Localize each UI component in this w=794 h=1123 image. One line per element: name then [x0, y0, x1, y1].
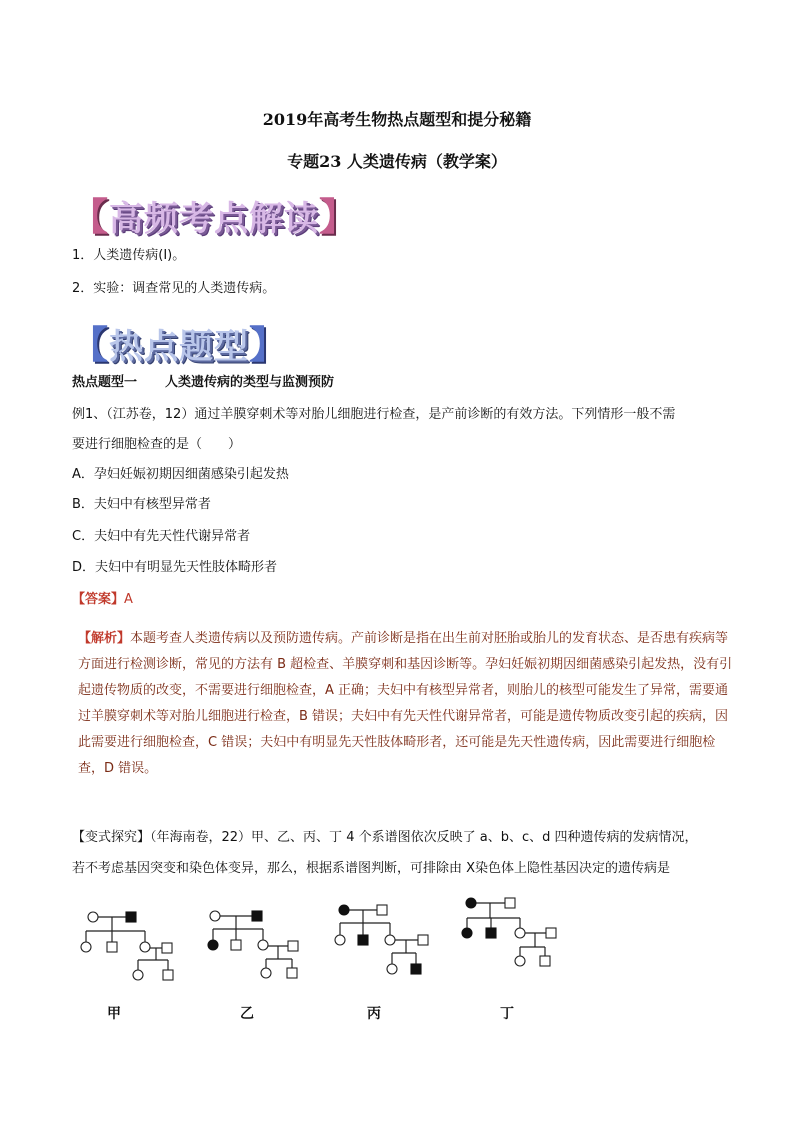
banner-text: 高频考点解读: [109, 199, 320, 239]
pedigree-label-jia: 甲: [107, 1006, 121, 1022]
pedigree-male-affected: [126, 912, 136, 922]
pedigree-female-normal: [88, 912, 98, 922]
pedigree-male-normal: [231, 940, 241, 950]
pedigree-male-normal: [287, 968, 297, 978]
pedigree-yi: [208, 911, 298, 978]
point-1: 1．人类遗传病(Ⅰ)。: [72, 248, 186, 263]
answer-value: A: [124, 592, 133, 607]
pedigree-female-normal: [515, 956, 525, 966]
pedigree-male-normal: [546, 928, 556, 938]
option-d: D．夫妇中有明显先天性肢体畸形者: [72, 560, 278, 575]
pedigree-male-normal: [377, 905, 387, 915]
pedigree-female-affected: [466, 898, 476, 908]
pedigree-female-normal: [515, 928, 525, 938]
pedigree-female-normal: [261, 968, 271, 978]
analysis-tag: 【解析】: [78, 631, 131, 646]
pedigree-female-normal: [140, 942, 150, 952]
pedigree-male-affected: [486, 928, 496, 938]
pedigree-male-normal: [162, 943, 172, 953]
answer-tag: 【答案】: [72, 592, 125, 607]
option-b: B．夫妇中有核型异常者: [72, 497, 211, 512]
pedigree-female-affected: [208, 940, 218, 950]
pedigree-female-normal: [387, 964, 397, 974]
pedigree-male-normal: [540, 956, 550, 966]
banner-text: 热点题型: [109, 327, 250, 367]
pedigree-male-normal: [505, 898, 515, 908]
pedigree-male-normal: [418, 935, 428, 945]
document-title: 2019年高考生物热点题型和提分秘籍: [262, 110, 532, 129]
pedigree-female-normal: [133, 970, 143, 980]
pedigree-female-normal: [210, 911, 220, 921]
pedigree-male-normal: [288, 941, 298, 951]
option-c: C．夫妇中有先天性代谢异常者: [72, 529, 251, 544]
pedigree-female-normal: [385, 935, 395, 945]
point-2: 2．实验：调查常见的人类遗传病。: [72, 281, 276, 296]
pedigree-figure: [70, 890, 570, 990]
pedigree-female-normal: [335, 935, 345, 945]
pedigree-male-affected: [252, 911, 262, 921]
pedigree-female-normal: [81, 942, 91, 952]
variant-tag: 【变式探究】: [72, 830, 151, 845]
banner-bracket-close: 】: [249, 322, 289, 367]
variant-line2: 若不考虑基因突变和染色体变异，那么，根据系谱图判断，可排除由 X染色体上隐性基因决定的遗传病是: [72, 861, 671, 876]
analysis-paragraph: [78, 626, 734, 782]
pedigree-female-affected: [462, 928, 472, 938]
banner-bracket-close: 】: [319, 194, 359, 239]
analysis-text: 本题考查人类遗传病以及预防遗传病。产前诊断是指在出生前对胚胎或胎儿的发育状态、是否患有疾病等方面进行检测诊断，常见的方法有 B 超检查、羊膜穿刺和基因诊断等。孕妇妊娠初期因细菌感染引起发热，没有引起遗传物质的改变，不需要进行细胞检查，A 正确；夫妇中有核型异常者，则胎儿的核型可能发生了异常，需要通过羊膜穿刺术等对胎儿细胞进行检查，B 错误；夫妇中有先天性代谢异常者，可能是遗传物质改变引起的疾病，因此需要进行细胞检查，C 错误；夫妇中有明显先天性肢体畸形者，还可能是先天性遗传病，因此需要进行细胞检查，D 错误。: [78, 631, 733, 776]
answer-line: [72, 590, 133, 610]
hot-type-topic: 人类遗传病的类型与监测预防: [165, 375, 335, 390]
pedigree-female-normal: [258, 940, 268, 950]
pedigree-male-normal: [107, 942, 117, 952]
option-a: A．孕妇妊娠初期因细菌感染引起发热: [72, 467, 289, 482]
banner-bracket-open: 【: [70, 194, 110, 239]
pedigree-male-normal: [163, 970, 173, 980]
variant-line1: [72, 828, 697, 848]
pedigree-label-bing: 丙: [367, 1006, 381, 1022]
pedigree-female-affected: [339, 905, 349, 915]
banner-high-frequency: [70, 186, 358, 241]
pedigree-ding: [462, 898, 556, 966]
pedigree-label-yi: 乙: [240, 1006, 254, 1022]
banner-bracket-open: 【: [70, 322, 110, 367]
pedigree-label-ding: 丁: [500, 1006, 514, 1022]
pedigree-male-affected: [358, 935, 368, 945]
pedigree-male-affected: [411, 964, 421, 974]
variant-text-1: （年海南卷，22）甲、乙、丙、丁 4 个系谱图依次反映了 a、b、c、d 四种遗传病的发病情况，: [150, 830, 698, 845]
pedigree-bing: [335, 905, 428, 974]
example-stem-line1: 例1、（江苏卷，12）通过羊膜穿刺术等对胎儿细胞进行检查，是产前诊断的有效方法。下列情形一般不需: [72, 407, 676, 422]
banner-hot-types: [70, 314, 288, 369]
pedigree-jia: [81, 912, 173, 980]
hot-type-heading: [72, 373, 334, 393]
example-stem-line2: 要进行细胞检查的是（ ）: [72, 437, 242, 452]
hot-type-label: 热点题型一: [72, 375, 138, 390]
document-subtitle: 专题23 人类遗传病（教学案）: [287, 152, 507, 171]
